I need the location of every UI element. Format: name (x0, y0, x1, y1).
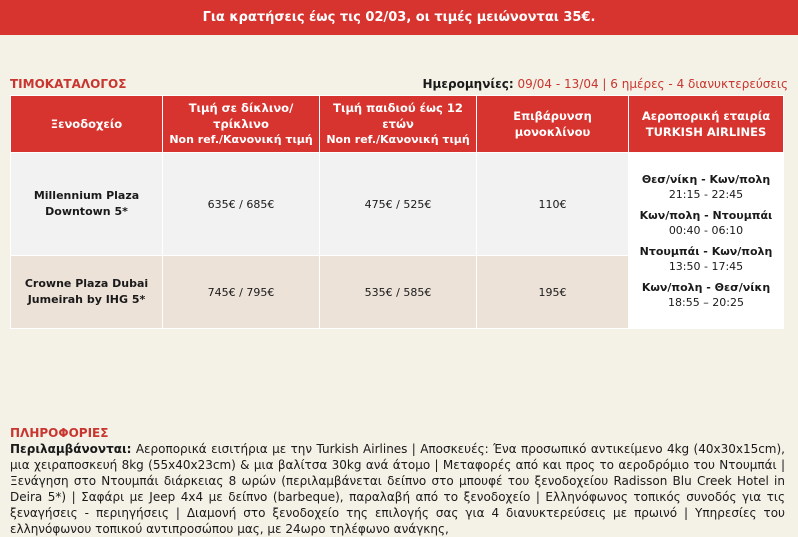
header-child-price: Τιμή παιδιού έως 12 ετών Non ref./Κανονική τιμή (320, 96, 477, 153)
flight-leg (631, 244, 781, 274)
single-supplement: 195€ (477, 256, 629, 329)
included-text: Αεροπορικά εισιτήρια με την Turkish Airlines | Αποσκευές: Ένα προσωπικό αντικείμενο 4kg (40x30x15cm), μια χειραποσκευή 8kg (55x40x23cm) & μια βαλίτσα 30kg ανά άτομο | Μεταφορές από και προς το αεροδρόμιο του Ντουμπάι | Ξενάγηση στο Ντουμπάι διάρκειας 8 ωρών (περιλαμβάνεται δείπνο στο μπουφέ του ξενοδοχείου Radisson Blu Creek Hotel in Deira 5*) | Σαφάρι με Jeep 4x4 με δείπνο (barbeque), παραλαβή από το ξενοδοχείο | Ελληνόφωνος τοπικός συνοδός για τις ξεναγήσεις - περιηγήσεις | Διαμονή στο ξενοδοχείο της επιλογής σας για 4 διανυκτερεύσεις με πρωινό | Υπηρεσίες του ελληνόφωνου τοπικού αντιπροσώπου μας, με 24ωρο τηλέφωνο ανάγκης, (10, 442, 785, 536)
flight-time: 00:40 - 06:10 (668, 223, 744, 237)
pricelist-title: ΤΙΜΟΚΑΤΑΛΟΓΟΣ (10, 77, 127, 91)
table-row (11, 153, 784, 256)
double-price: 745€ / 795€ (163, 256, 320, 329)
flight-route: Κων/πολη - Ντουμπάι (639, 208, 773, 222)
header-child-sub: Non ref./Κανονική τιμή (326, 133, 470, 146)
flight-time: 18:55 – 20:25 (668, 295, 744, 309)
header-double-price: Τιμή σε δίκλινο/ τρίκλινο Non ref./Κανονική τιμή (163, 96, 320, 153)
header-airline-name: TURKISH AIRLINES (645, 125, 767, 139)
flight-leg (631, 280, 781, 310)
flight-leg (631, 172, 781, 202)
included-label: Περιλαμβάνονται: (10, 442, 132, 456)
dates-value: 09/04 - 13/04 | 6 ημέρες - 4 διανυκτερεύσεις (513, 77, 788, 91)
promo-banner-text: Για κρατήσεις έως τις 02/03, οι τιμές μειώνονται 35€. (202, 10, 596, 25)
flight-route: Θεσ/νίκη - Κων/πολη (641, 172, 771, 186)
child-price: 475€ / 525€ (320, 153, 477, 256)
info-section (10, 425, 785, 537)
pricelist-header (10, 75, 788, 93)
dates-line (422, 77, 788, 91)
dates-label: Ημερομηνίες: (422, 77, 514, 91)
header-airline: Αεροπορική εταιρία TURKISH AIRLINES (629, 96, 784, 153)
double-price: 635€ / 685€ (163, 153, 320, 256)
price-table (10, 95, 784, 329)
promo-banner (0, 0, 798, 35)
flight-time: 13:50 - 17:45 (668, 259, 744, 273)
flight-schedule (629, 153, 784, 329)
header-hotel: Ξενοδοχείο (11, 96, 163, 153)
header-single-supplement: Επιβάρυνση μονοκλίνου (477, 96, 629, 153)
flight-time: 21:15 - 22:45 (668, 187, 744, 201)
header-double-sub: Non ref./Κανονική τιμή (169, 133, 313, 146)
hotel-name: Crowne Plaza Dubai Jumeirah by IHG 5* (11, 256, 163, 329)
info-title: ΠΛΗΡΟΦΟΡΙΕΣ (10, 426, 109, 440)
flight-route: Ντουμπάι - Κων/πολη (639, 244, 773, 258)
flight-route: Κων/πολη - Θεσ/νίκη (641, 280, 771, 294)
child-price: 535€ / 585€ (320, 256, 477, 329)
table-header-row (11, 96, 784, 153)
hotel-name: Millennium Plaza Downtown 5* (11, 153, 163, 256)
included-paragraph (10, 441, 785, 537)
flight-leg (631, 208, 781, 238)
single-supplement: 110€ (477, 153, 629, 256)
